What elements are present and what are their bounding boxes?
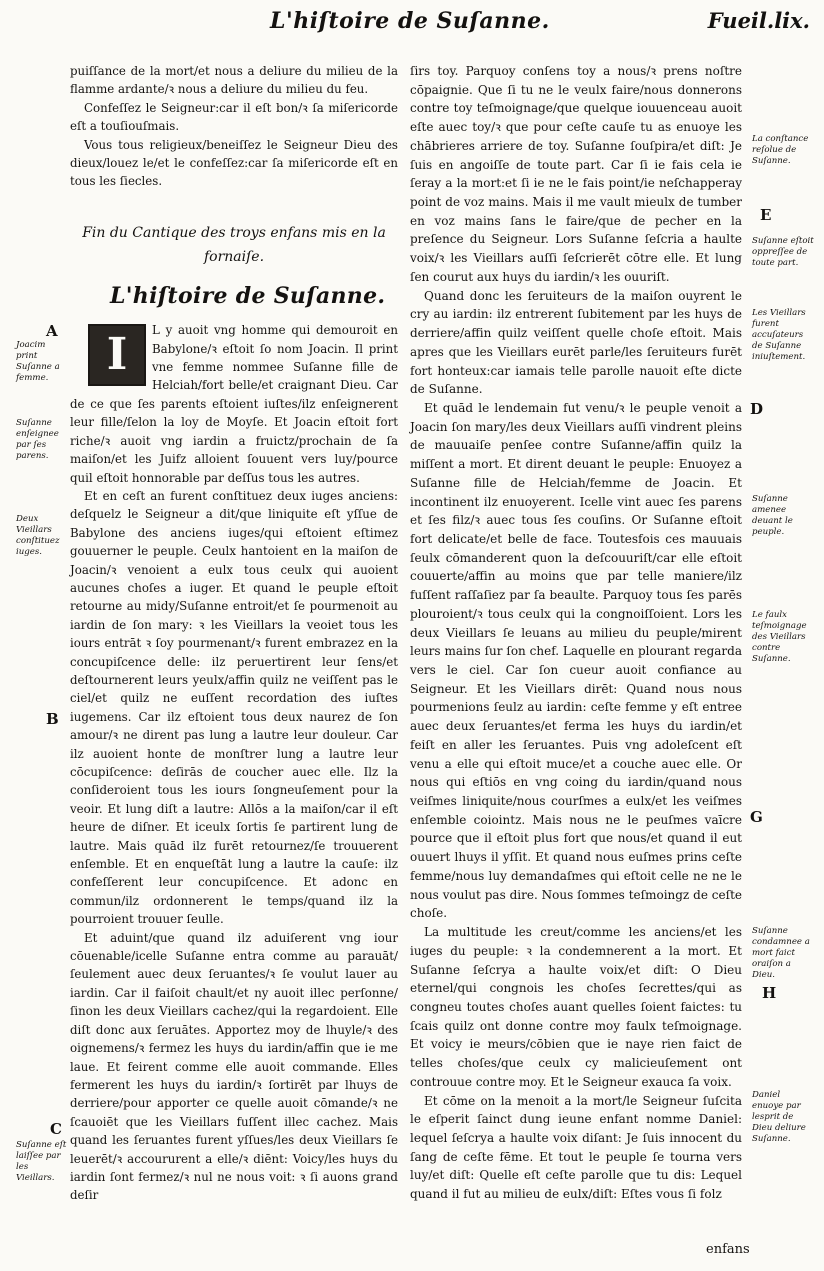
margin-letter: G bbox=[750, 808, 763, 826]
folio-number: Fueil.lix. bbox=[707, 8, 810, 33]
paragraph: Et en ceſt an furent conſtituez deux iuges anciens: deſquelz le Seigneur a dit/que liniquite eſt yſſue de Babylone des anciens iuges/qui eſtoient eſtimez gouuerner le peuple. Ceulx hantoient en la maiſon de Joacin/ꝛ venoient a eulx tous ceulx qui auoient aucunes choſes a iuger. Et quand le peuple eſtoit retourne au midy/Suſanne entroit/et ſe pourmenoit au iardin de ſon mary: ꝛ les Vieillars la veoiet tous les iours entrāt ꝛ ſoy pourmenant/ꝛ furent embrazez en la concupiſcence delle: ilz peruertirent leur ſens/et deſtournerent leurs yeulx/affin quilz ne veiſſent pas le ciel/et quilz ne euſſent recordation des iuſtes iugemens. Car ilz eſtoient tous deux naurez de ſon amour/ꝛ ne dirent pas lung a lautre leur douleur. Car ilz auoient honte de monſtrer lung a lautre leur cōcupiſcence: deſirās de coucher auec elle. Ilz la conſideroient tous les iours ſongneuſement pour la veoir. Et lung diſt a lautre: Allōs a la maiſon/car il eſt heure de diſner. Et iceulx ſortis ſe partirent lung de lautre. Mais quād ilz furēt retournez/ſe trouuerent enſemble. Et en enqueſtāt lung a lautre la cauſe: ilz confeſſerent leur concupiſcence. Et adonc en commun/ilz ordonnerent le temps/quand ilz la pourroient trouuer ſeulle. bbox=[70, 488, 398, 927]
margin-letter: H bbox=[762, 984, 777, 1002]
margin-note: Suſanne enſeignee par ſes parens. bbox=[16, 418, 59, 461]
paragraph: ſirs toy. Parquoy conſens toy a nous/ꝛ prens noſtre cōpaignie. Que ſi tu ne le veulx faire/nous donnerons contre toy teſmoignage/que quelque iouuenceau auoit eſte auec toy/ꝛ que pour ceſte cauſe tu as enuoye les chābrieres arriere de toy. Suſanne ſouſpira/et diſt: Je ſuis en angoiſſe de toute part. Car ſi ie fais cela ie ſeray a la mort:et ſi ie ne le fais point/ie neſchapperay point de voz mains. Mais il me vault mieulx de tumber en voz mains ſans le faire/que de pecher en la preſence du Seigneur. Lors Suſanne ſeſcria a haulte voix/ꝛ les Vieillars auſſi ſeſcrierēt cōtre elle. Et lung ſen courut aux huys du iardin/ꝛ les ouuriſt. bbox=[410, 64, 742, 284]
margin-note: Suſanne eſt laiſſee par les Vieillars. bbox=[16, 1140, 67, 1183]
paragraph: Et cōme on la menoit a la mort/le Seigneur ſuſcita le eſperit ſainct dung ieune enfant nomme Daniel: lequel ſeſcrya a haulte voix diſant: Je ſuis innocent du ſang de ceſte fēme. Et tout le peuple ſe tourna vers luy/et diſt: Quelle eſt ceſte parolle que tu dis: Lequel quand il fut au milieu de eulx/diſt: Eſtes vous ſi folz bbox=[410, 1093, 742, 1202]
paragraph: Vous tous religieux/beneiſſez le Seigneur Dieu des dieux/louez le/et le confeſſez:car ſa miſericorde eſt en tous les ſiecles. bbox=[70, 137, 398, 189]
margin-letter: B bbox=[46, 710, 59, 728]
margin-letter: A bbox=[46, 322, 58, 340]
margin-letter: D bbox=[750, 400, 764, 418]
paragraph: L y auoit vng homme qui demouroit en Babylone/ꝛ eſtoit ſo nom Joacin. Il print vne femme nommee Suſanne fille de Helciah/fort belle/et craignant Dieu. Car de ce que ſes parents eſtoient iuſtes/ilz enſeignerent leur fille/ſelon la loy de Moyſe. Et Joacin eſtoit fort riche/ꝛ auoit vng iardin a fruictz/prochain de ſa maiſon/et les Juifz alloient ſouuent vers luy/pource quil eſtoit honnorable par deſſus tous les autres. bbox=[70, 323, 398, 485]
section-close-rubric: Fin du Cantique des troys enfans mis en la fornaiſe. bbox=[82, 224, 386, 265]
margin-letter: C bbox=[50, 1120, 62, 1138]
margin-letter: E bbox=[760, 206, 772, 224]
margin-note: Joacim print Suſanne a femme. bbox=[16, 340, 60, 383]
chapter-opening bbox=[70, 321, 398, 487]
paragraph: Et aduint/que quand ilz aduiſerent vng iour cōuenable/icelle Suſanne entra comme au parauāt/ſeulement auec deux ſeruantes/ꝛ ſe voulut lauer au iardin. Car il faiſoit chault/et ny auoit illec perſonne/ſinon les deux Vieillars cachez/qui la regardoient. Elle diſt donc aux ſeruātes. Apportez moy de lhuyle/ꝛ des oignemens/ꝛ fermez les huys du iardin/affin que ie me laue. Et feirent comme elle auoit commande. Elles fermerent les huys du iardin/ꝛ ſortirēt par lhuys de derriere/pour apporter ce quelle auoit cōmande/ꝛ ne ſcauoiēt que les Vieillars fuſſent illec cachez. Mais quand les ſeruantes furent yſſues/les deux Vieillars ſe leuerēt/ꝛ accoururent a elle/ꝛ diēnt: Voicy/les huys du iardin ſont fermez/ꝛ nul ne nous voit: ꝛ ſi auons grand deſir bbox=[70, 930, 398, 1203]
margin-note: Suſanne eſtoit oppreſſee de toute part. bbox=[752, 236, 814, 268]
margin-note: Suſanne amenee deuant le peuple. bbox=[752, 494, 793, 537]
margin-note: Daniel enuoye par lesprit de Dieu deliure Suſanne. bbox=[752, 1090, 806, 1144]
left-column bbox=[70, 62, 398, 1205]
paragraph: Et quād le lendemain fut venu/ꝛ le peuple venoit a Joacin ſon mary/les deux Vieillars auſſi vindrent pleins de mauuaiſe penſee contre Suſanne/affin quilz la miſſent a mort. Et dirent deuant le peuple: Enuoyez a Suſanne fille de Helciah/femme de Joacin. Et incontinent ilz enuoyerent. Icelle vint auec ſes parens et ſes filz/ꝛ auec tous ſes couſins. Or Suſanne eſtoit fort delicate/et belle de face. Toutesfois ces mauuais ſeulx cōmanderent quon la deſcouuriſt/car elle eſtoit couuerte/affin au moins que par telle maniere/ilz fuſſent raſſaſiez par ſa beaulte. Parquoy tous ſes parēs plouroient/ꝛ tous ceulx qui la congnoiſſoient. Lors les deux Vieillars ſe leuans au milieu du peuple/mirent leurs mains ſur ſon chef. Laquelle en plourant regarda vers le ciel. Car ſon cueur auoit confiance au Seigneur. Et les Vieillars dirēt: Quand nous nous pourmenions ſeulz au iardin: ceſte femme y eſt entree auec deux ſeruantes/et ferma les huys du iardin/et feiſt en aller les ſeruantes. Puis vng adoleſcent eſt venu a elle qui eſtoit muce/et a couche auec elle. Or nous qui eſtiōs en vng coing du iardin/quand nous veiſmes liniquite/nous courſmes a eulx/et les veiſmes enſemble coiointz. Mais nous ne le peuſmes vaīcre pource que il eſtoit plus fort que nous/et quand il eut ouuert lhuys il yſſit. Et quand nous euſmes prins ceſte femme/nous luy demandaſmes qui eſtoit celle ne ne le nous voulut pas dire. Nous ſommes teſmoingz de ceſte choſe. bbox=[410, 400, 742, 921]
catchword: enfans bbox=[706, 1242, 750, 1257]
paragraph: Confeſſez le Seigneur:car il eſt bon/ꝛ ſa miſericorde eſt a touſiouſmais. bbox=[70, 100, 398, 134]
decorated-initial: I bbox=[88, 324, 146, 386]
margin-note: La conſtance reſolue de Suſanne. bbox=[752, 134, 809, 166]
paragraph: Quand donc les ſeruiteurs de la maiſon ouyrent le cry au iardin: ilz entrerent ſubitement par les huys de derriere/affin quilz veiſſent quelle choſe eſtoit. Mais apres que les Vieillars eurēt parle/les ſeruiteurs furēt fort honteux:car iamais telle parolle nauoit eſte dicte de Suſanne. bbox=[410, 288, 742, 397]
paragraph: La multitude les creut/comme les anciens/et les iuges du peuple: ꝛ la condemnerent a la mort. Et Suſanne ſeſcrya a haulte voix/et diſt: O Dieu eternel/qui congnois les choſes ſecrettes/qui as congneu toutes choſes auant quelles ſoient faictes: tu ſcais quilz ont donne contre moy faulx teſmoignage. Et voicy ie meurs/cōbien que ie naye rien faict de telles choſes/que ceulx cy malicieuſement ont controuue contre moy. Et le Seigneur exauca ſa voix. bbox=[410, 925, 742, 1089]
margin-note: Les Vieillars furent accuſateurs de Suſanne iniuſtement. bbox=[752, 308, 806, 362]
right-column bbox=[410, 62, 742, 1204]
running-title: L'hiſtoire de Suſanne. bbox=[270, 8, 550, 34]
paragraph: puiſſance de la mort/et nous a deliure du milieu de la flamme ardante/ꝛ nous a deliure du milieu du feu. bbox=[70, 64, 398, 97]
margin-note: Suſanne condamnee a mort faict oraiſon a Dieu. bbox=[752, 926, 810, 980]
margin-note: Deux Vieillars conſtituez iuges. bbox=[16, 514, 60, 557]
section-heading: L'hiſtoire de Suſanne. bbox=[110, 282, 386, 309]
margin-note: Le faulx teſmoignage des Vieillars contre Suſanne. bbox=[752, 610, 807, 664]
